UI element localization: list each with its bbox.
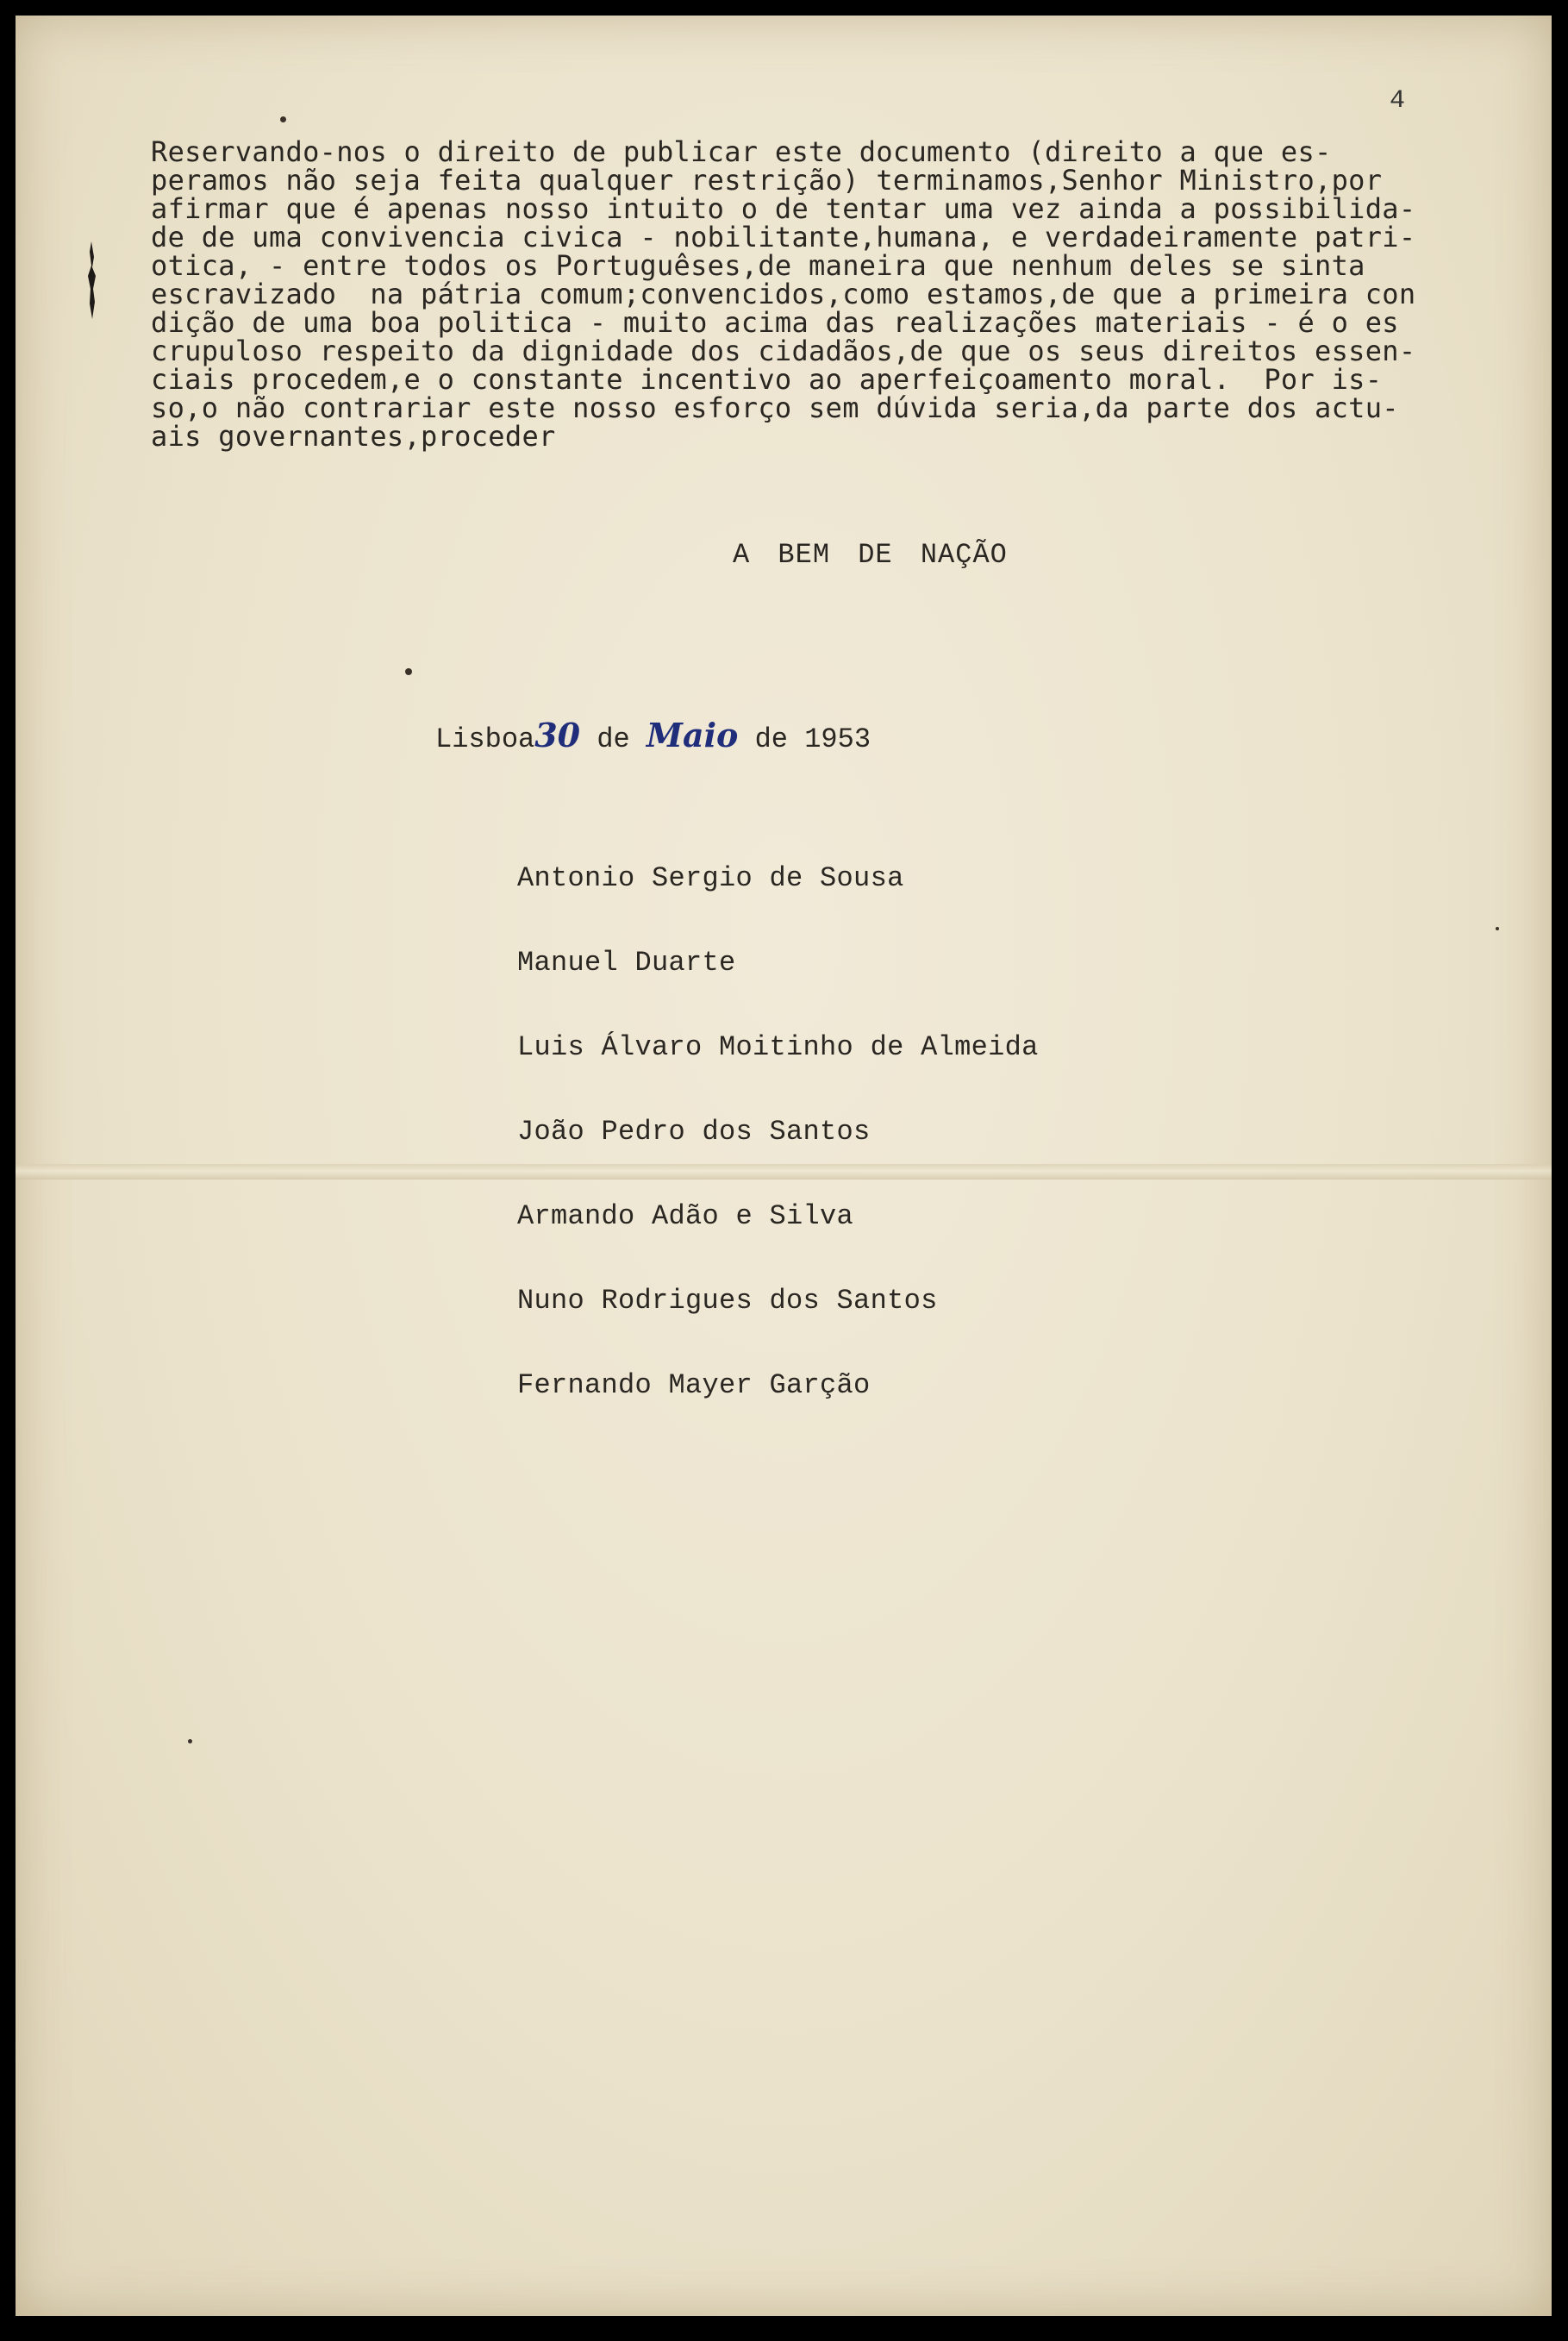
ink-blot-icon (86, 241, 98, 319)
signatory-name: Armando Adão e Silva (517, 1200, 854, 1232)
letter-paragraph (151, 135, 1461, 453)
page-number: 4 (1390, 86, 1406, 116)
date-city: Lisboa (435, 723, 535, 755)
date-month-handwritten: Maio (646, 716, 739, 754)
date-line (435, 716, 871, 755)
paragraph-line: Reservando-nos o direito de publicar este documento (direito a que es- (151, 135, 1332, 168)
paper-speck (405, 668, 412, 675)
signatory-name: Fernando Mayer Garção (517, 1369, 871, 1401)
date-year: 1953 (804, 723, 871, 755)
paragraph-line: dição de uma boa politica - muito acima das realizações materiais - é o es (151, 306, 1399, 339)
closing-formula: A BEM DE NAÇÃO (733, 539, 1008, 571)
signatory-list (517, 862, 1039, 1454)
paragraph-line: afirmar que é apenas nosso intuito o de tentar uma vez ainda a possibilida- (151, 192, 1416, 225)
paragraph-line: de de uma convivencia civica - nobilitante,humana, e verdadeiramente patri- (151, 221, 1416, 254)
paper-speck (188, 1739, 192, 1743)
signatory-name: Antonio Sergio de Sousa (517, 862, 904, 894)
paragraph-line: otica, - entre todos os Portuguêses,de maneira que nenhum deles se sinta (151, 249, 1365, 282)
signatory-name: Manuel Duarte (517, 947, 736, 979)
date-day-handwritten: 30 (534, 716, 581, 754)
paper-speck (280, 116, 286, 122)
paragraph-line: peramos não seja feita qualquer restrição) terminamos,Senhor Ministro,por (151, 164, 1383, 197)
paragraph-line: so,o não contrariar este nosso esforço sem dúvida seria,da parte dos actu- (151, 391, 1399, 424)
signatory-name: Luis Álvaro Moitinho de Almeida (517, 1031, 1039, 1063)
date-separator: de (738, 723, 805, 755)
paragraph-line: escravizado na pátria comum;convencidos,como estamos,de que a primeira con (151, 278, 1416, 310)
paragraph-line: ciais procedem,e o constante incentivo ao aperfeiçoamento moral. Por is- (151, 363, 1383, 396)
paragraph-line: ais governantes,proceder (151, 420, 556, 453)
date-separator: de (580, 723, 647, 755)
paper-speck (1496, 927, 1499, 930)
paragraph-line: crupuloso respeito da dignidade dos cidadãos,de que os seus direitos essen- (151, 335, 1416, 367)
signatory-name: João Pedro dos Santos (517, 1116, 871, 1148)
signatory-name: Nuno Rodrigues dos Santos (517, 1285, 938, 1317)
